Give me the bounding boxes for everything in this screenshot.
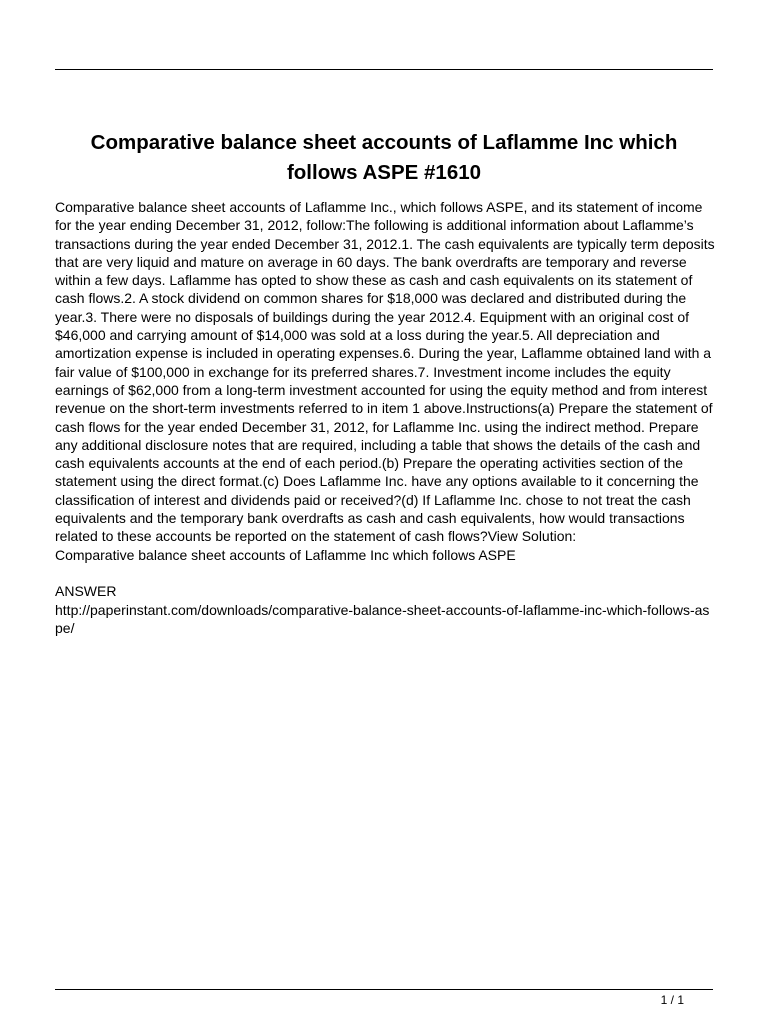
page-indicator: 1 / 1	[660, 993, 684, 1007]
answer-link[interactable]: http://paperinstant.com/downloads/comparative-balance-sheet-accounts-of-laflamme-inc-which-follows-aspe/	[55, 601, 710, 636]
document-title: Comparative balance sheet accounts of Laflamme Inc which follows ASPE #1610	[90, 131, 678, 184]
document-body	[55, 198, 717, 637]
solution-line: Comparative balance sheet accounts of Laflamme Inc which follows ASPE	[55, 546, 516, 563]
body-paragraph: Comparative balance sheet accounts of Laflamme Inc., which follows ASPE, and its statement of income for the year ending December 31, 2012, follow:The following is additional information about Laflamme’s transactions during the year ended December 31, 2012.1. The cash equivalents are typically term deposits that are very liquid and mature on average in 60 days. The bank overdrafts are temporary and reverse within a few days. Laflamme has opted to show these as cash and cash equivalents on its statement of cash flows.2. A stock dividend on common shares for $18,000 was declared and distributed during the year.3. There were no disposals of buildings during the year 2012.4. Equipment with an original cost of $46,000 and carrying amount of $14,000 was sold at a loss during the year.5. All depreciation and amortization expense is included in operating expenses.6. During the year, Laflamme obtained land with a fair value of $100,000 in exchange for its preferred shares.7. Investment income includes the equity earnings of $62,000 from a long-term investment accounted for using the equity method and from interest revenue on the short-term investments referred to in item 1 above.Instructions(a) Prepare the statement of cash flows for the year ended December 31, 2012, for Laflamme Inc. using the indirect method. Prepare any additional disclosure notes that are required, including a table that shows the details of the cash and cash equivalents accounts at the end of each period.(b) Prepare the operating activities section of the statement using the direct format.(c) Does Laflamme Inc. have any options available to it concerning the classification of interest and dividends paid or received?(d) If Laflamme Inc. chose to not treat the cash equivalents and the temporary bank overdrafts as cash and cash equivalents, how would transactions related to these accounts be reported on the statement of cash flows?View Solution:	[55, 199, 715, 545]
header-rule	[55, 69, 713, 70]
answer-label: ANSWER	[55, 583, 117, 600]
footer-rule	[55, 989, 713, 990]
